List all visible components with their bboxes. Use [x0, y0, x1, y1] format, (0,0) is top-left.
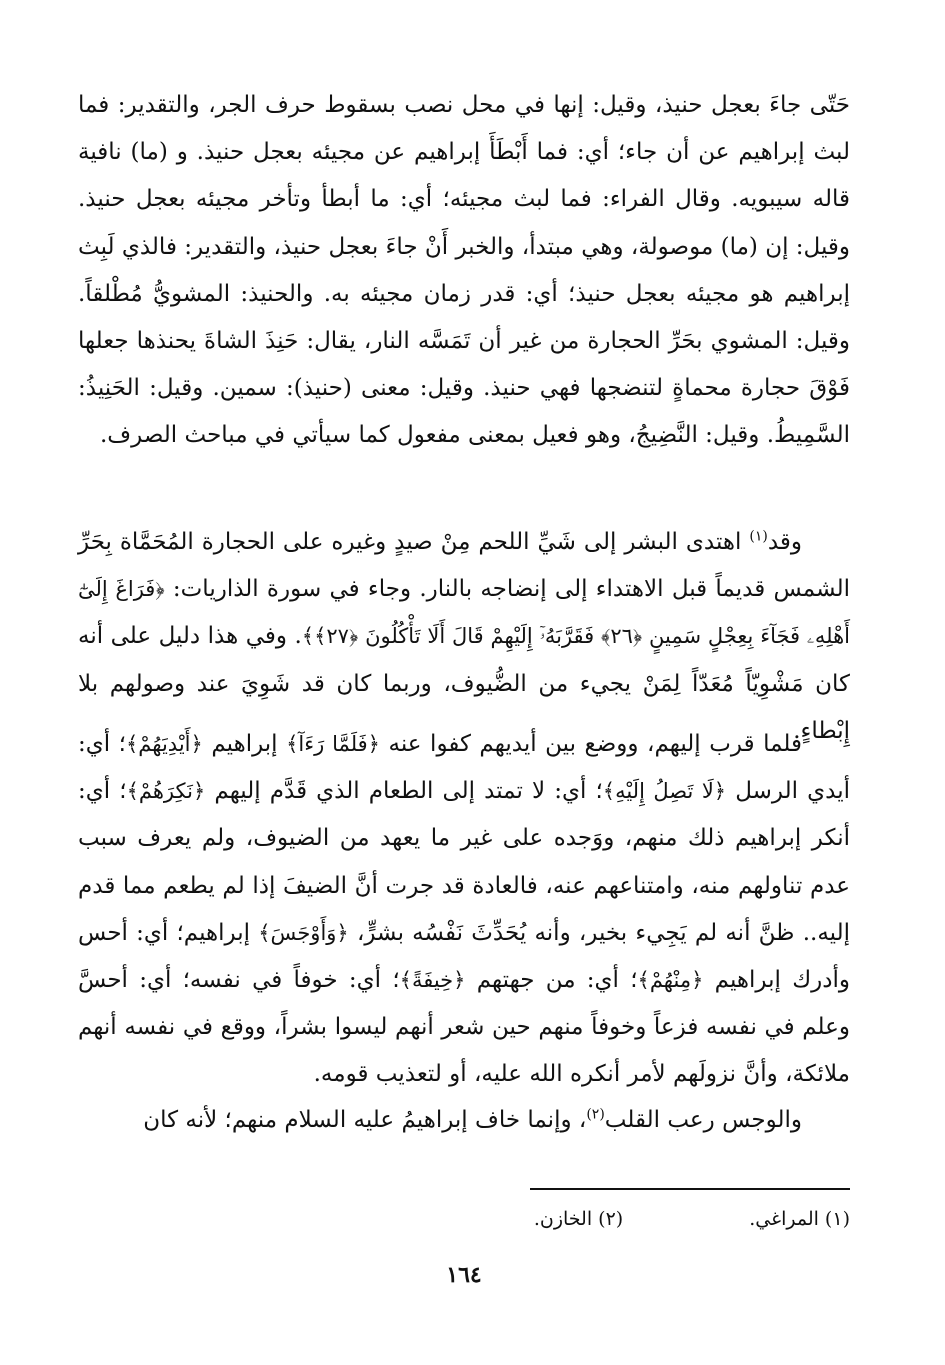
paragraph-3-part: ؛ أي: أنكر إبراهيم ذلك منهم، ووَجده على غير ما يعهد من الضيوف، ولم يعرف سبب عدم تناولهم منه، وامتناعهم عنه، فالعادة قد جرت أنَّ الضيفَ إذا لم يطعم مما قدم إليه.. ظنَّ أنه لم يَجِيء بخير، وأنه يُحَدِّثَ نَفْسُه بشرٍّ،: [78, 778, 850, 946]
footnote-ref-2: (٢): [586, 1106, 605, 1123]
page-body: [78, 82, 851, 1288]
quran-quote: ﴿نَكِرَهُمْ﴾: [126, 779, 206, 804]
quran-quote: ﴿وَأَوْجَسَ﴾: [258, 920, 349, 945]
paragraph-4-text: ، وإنما خاف إبراهيمُ عليه السلام منهم؛ لأنه كان: [143, 1107, 587, 1133]
paragraph-2-text: اهتدى البشر إلى شَيِّ اللحم مِنْ صيدٍ وغيره على الحجارة المُحَمَّاة بِحَرِّ الشمس قديماً قبل الاهتداء إلى إنضاجه بالنار. وجاء في سورة الذاريات:: [78, 529, 850, 603]
quran-verse-dhariyat: ﴿فَرَاغَ إِلَىٰٓ أَهْلِهِۦ فَجَآءَ بِعِجْلٍ سَمِينٍ ﴿٢٦﴾ فَقَرَّبَهُۥٓ إِلَيْهِمْ قَالَ أَلَا تَأْكُلُونَ ﴿٢٧﴾﴾: [78, 577, 850, 649]
paragraph-4-start: والوجس رعب القلب: [604, 1107, 802, 1133]
footnote-divider: [530, 1188, 850, 1190]
quran-quote: ﴿فَلَمَّا رَءَآ﴾: [286, 732, 380, 756]
paragraph-4: [78, 1097, 850, 1144]
quran-quote: ﴿أَيْدِيَهُمْ﴾: [125, 732, 203, 756]
quran-quote: ﴿لَا تَصِلُ إِلَيْهِ﴾: [602, 779, 727, 804]
paragraph-3-part: ؛ أي: من جهتهم: [465, 967, 638, 994]
footnote-ref-1: (١): [749, 528, 768, 545]
footnote-1: (١) المراغي.: [749, 1208, 850, 1230]
quran-quote: ﴿خِيفَةً﴾: [399, 968, 466, 993]
paragraph-1: حَتّى جاءَ بعجل حنيذ، وقيل: إنها في محل نصب بسقوط حرف الجر، والتقدير: فما لبث إبراهيم عن أن جاء؛ أي: فما أَبْطَأَ إبراهيم عن مجيئه بعجل حنيذ. و (ما) نافية قاله سيبويه. وقال الفراء: فما لبث مجيئه؛ أي: ما أبطأ وتأخر مجيئه بعجل حنيذ. وقيل: إن (ما) موصولة، وهي مبتدأ، والخبر أَنْ جاءَ بعجل حنيذ، والتقدير: فالذي لَبِث إبراهيم هو مجيئه بعجل حنيذ؛ أي: قدر زمان مجيئه به. والحنيذ: المشويُّ مُطْلقاً. وقيل: المشوي بحَرِّ الحجارة من غير أن تَمَسَّه النار، يقال: حَنِذَ الشاةَ يحنذها جعلها فَوْقَ حجارة محماةٍ لتنضجها فهي حنيذ. وقيل: معنى (حنيذ): سمين. وقيل: الحَنِيذُ: السَّمِيطُ. وقيل: النَّضِيجُ، وهو فعيل بمعنى مفعول كما سيأتي في مباحث الصرف.: [78, 92, 851, 449]
paragraph-3-part: إبراهيم: [202, 731, 287, 757]
paragraph-2-start: وقد: [767, 529, 802, 555]
footnote-2: (٢) الخازن.: [533, 1208, 624, 1230]
paragraph-3-part: فلما قرب إليهم، ووضع بين أيديهم كفوا عنه: [380, 731, 802, 757]
paragraph-3: [78, 721, 850, 1097]
paragraph-2-end: . وفي هذا دليل على أنه كان مَشْوِيّاً مُعَدّاً لِمَنْ يجيء من الضُّيوف، وربما كان قد شَوِيَ عند وصولهم بلا إِبْطاءٍ.: [78, 623, 850, 744]
paragraph-3-part: ؛ أي: لا تمتد إلى الطعام الذي قَدَّم إليهم: [205, 778, 603, 805]
paragraph-3-part: ؛ أي: خوفاً في نفسه؛ أي: أحسَّ وعلم في نفسه فزعاً وخوفاً منهم حين شعر أنهم ليسوا بشراً، ووقع في نفسه أنهم ملائكة، وأنَّ نزولَهم لأمر أنكره الله عليه، أو لتعذيب قومه.: [78, 967, 850, 1088]
quran-quote: ﴿مِنْهُمْ﴾: [637, 968, 704, 993]
page-number: ١٦٤: [446, 1262, 482, 1288]
paragraph-3-part: إبراهيم؛ أي: أحس وأدرك إبراهيم: [78, 919, 850, 994]
footnotes: [78, 1204, 850, 1236]
paragraph-3-part: ؛ أي: أيدي الرسل: [78, 731, 850, 805]
